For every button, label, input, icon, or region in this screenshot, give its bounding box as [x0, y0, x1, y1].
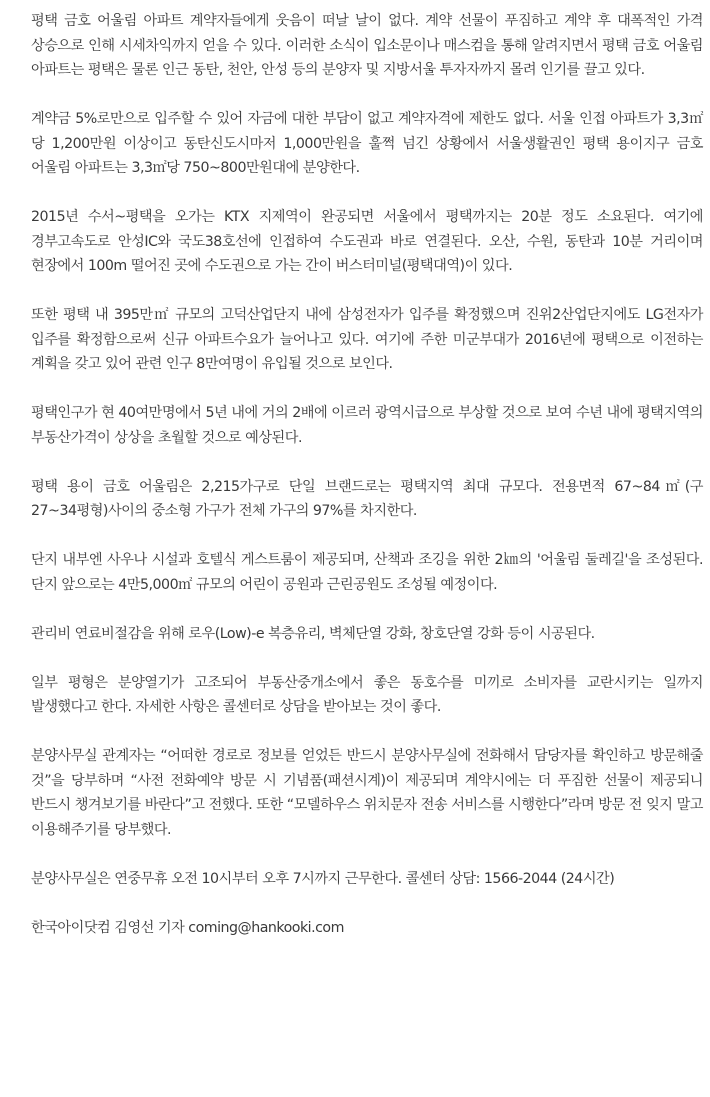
article-paragraph: 또한 평택 내 395만㎡ 규모의 고덕산업단지 내에 삼성전자가 입주를 확정했으며 진위2산업단지에도 LG전자가 입주를 확정함으로써 신규 아파트수요가 늘어나고 있다. 여기에 주한 미군부대가 2016년에 평택으로 이전하는 계획을 갖고 있어 관련 인구 8만여명이 유입될 것으로 보인다.: [31, 307, 703, 372]
article-paragraph: 평택 금호 어울림 아파트 계약자들에게 웃음이 떠날 날이 없다. 계약 선물이 푸짐하고 계약 후 대폭적인 가격 상승으로 인해 시세차익까지 얻을 수 있다. 이러한 소식이 입소문이나 매스컴을 통해 알려지면서 평택 금호 어울림 아파트는 평택은 물론 인근 동탄, 천안, 안성 등의 분양자 및 지방서울 투자자까지 몰려 인기를 끌고 있다.: [31, 13, 703, 78]
article-paragraph: 관리비 연료비절감을 위해 로우(Low)-e 복층유리, 벽체단열 강화, 창호단열 강화 등이 시공된다.: [31, 625, 595, 642]
article-paragraph: 일부 평형은 분양열기가 고조되어 부동산중개소에서 좋은 동호수를 미끼로 소비자를 교란시키는 일까지 발생했다고 한다. 자세한 사항은 콜센터로 상담을 받아보는 것이 좋다.: [31, 674, 703, 715]
article-paragraph: 평택인구가 현 40여만명에서 5년 내에 거의 2배에 이르러 광역시급으로 부상할 것으로 보여 수년 내에 평택지역의 부동산가격이 상상을 초월할 것으로 예상된다.: [31, 405, 703, 446]
article-body: [31, 9, 703, 940]
article-paragraph: 2015년 수서~평택을 오가는 KTX 지제역이 완공되면 서울에서 평택까지는 20분 정도 소요된다. 여기에 경부고속도로 안성IC와 국도38호선에 인접하여 수도권과 바로 연결된다. 오산, 수원, 동탄과 10분 거리이며 현장에서 100m 떨어진 곳에 수도권으로 가는 간이 버스터미널(평택대역)이 있다.: [31, 209, 703, 274]
article-paragraph: 분양사무실 관계자는 “어떠한 경로로 정보를 얻었든 반드시 분양사무실에 전화해서 담당자를 확인하고 방문해줄 것”을 당부하며 “사전 전화예약 방문 시 기념품(패션시계)이 제공되며 계약시에는 더 푸짐한 선물이 제공되니 반드시 챙겨보기를 바란다”고 전했다. 또한 “모델하우스 위치문자 전송 서비스를 시행한다”라며 방문 전 잊지 말고 이용해주기를 당부했다.: [31, 748, 703, 838]
article-paragraph: 분양사무실은 연중무휴 오전 10시부터 오후 7시까지 근무한다. 콜센터 상담: 1566-2044 (24시간): [31, 870, 615, 887]
article-paragraph: 단지 내부엔 사우나 시설과 호텔식 게스트룸이 제공되며, 산책과 조깅을 위한 2㎞의 '어울림 둘레길'을 조성된다. 단지 앞으로는 4만5,000㎡ 규모의 어린이 공원과 근린공원도 조성될 예정이다.: [31, 552, 703, 593]
article-paragraph: 계약금 5%로만으로 입주할 수 있어 자금에 대한 부담이 없고 계약자격에 제한도 없다. 서울 인접 아파트가 3,3㎡당 1,200만원 이상이고 동탄신도시마저 1,000만원을 훌쩍 넘긴 상황에서 서울생활권인 평택 용이지구 금호 어울림 아파트는 3,3㎡당 750~800만원대에 분양한다.: [31, 111, 703, 176]
article-paragraph: 평택 용이 금호 어울림은 2,215가구로 단일 브랜드로는 평택지역 최대 규모다. 전용면적 67~84㎡(구 27~34평형)사이의 중소형 가구가 전체 가구의 97%를 차지한다.: [31, 478, 703, 519]
reporter-byline: 한국아이닷컴 김영선 기자 coming@hankooki.com: [31, 919, 344, 936]
